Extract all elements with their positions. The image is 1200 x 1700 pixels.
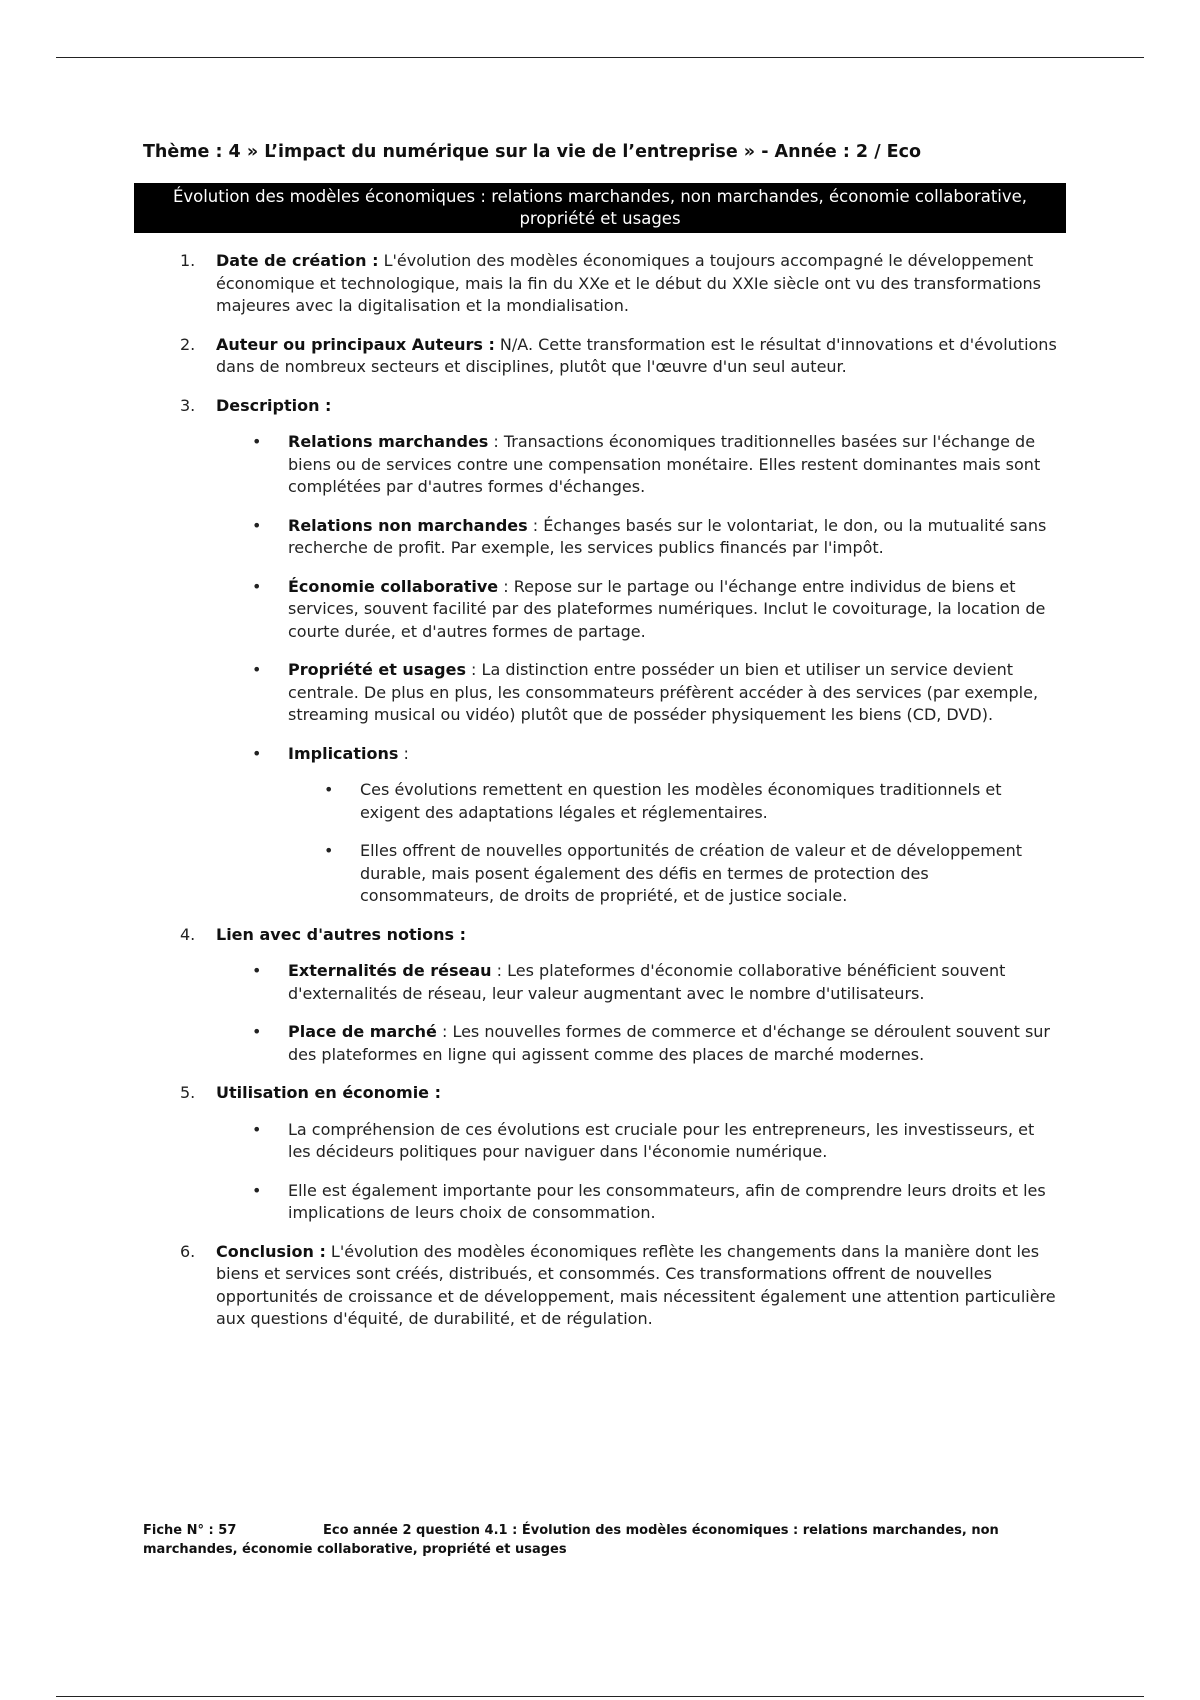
bullet-text: : Les plateformes d'économie collaborative bénéficient souvent d'externalités de réseau, leur valeur augmentant avec le nombre d'utilisateurs.	[288, 961, 1006, 1003]
bullet-term: Relations non marchandes	[288, 515, 528, 535]
list-item	[252, 515, 1060, 560]
section-1	[180, 250, 1060, 318]
section-2	[180, 334, 1060, 379]
bullet-term: Économie collaborative	[288, 576, 499, 596]
bullet-term: Place de marché	[288, 1022, 437, 1041]
section-title: Auteur ou principaux Auteurs :	[216, 334, 495, 354]
related-notions-list	[252, 960, 1060, 1066]
section-title: Description :	[216, 395, 332, 415]
implication-text: Ces évolutions remettent en question les modèles économiques traditionnels et exigent des adaptations légales et réglementaires.	[360, 780, 1002, 822]
implications-list	[324, 779, 1060, 908]
bullet-icon: •	[252, 1022, 262, 1041]
list-item	[252, 1180, 1060, 1225]
section-6	[180, 1241, 1060, 1331]
bullet-text: Elle est également importante pour les consommateurs, afin de comprendre leurs droits et les implications de leurs choix de consommation.	[288, 1180, 1046, 1222]
implication-text: Elles offrent de nouvelles opportunités de création de valeur et de développement durable, mais posent également des défis en termes de protection des consommateurs, de droits de propriété, et de justice sociale.	[360, 841, 1023, 905]
description-list	[252, 431, 1060, 908]
section-number: 6.	[180, 1241, 196, 1261]
list-item	[252, 743, 1060, 908]
section-number: 5.	[180, 1083, 196, 1102]
bullet-icon: •	[252, 1119, 262, 1139]
section-text: L'évolution des modèles économiques a toujours accompagné le développement économique et technologique, mais la fin du XXe et le début du XXIe siècle ont vu des transformations majeures avec la digitalisation et la mondialisation.	[216, 251, 1041, 315]
bullet-text: : Les nouvelles formes de commerce et d'échange se déroulent souvent sur des plateformes en ligne qui agissent comme des places de marché modernes.	[288, 1022, 1050, 1064]
bullet-icon: •	[252, 1180, 262, 1200]
bullet-icon: •	[252, 743, 262, 763]
section-title: Conclusion :	[216, 1241, 326, 1261]
bullet-text: : Échanges basés sur le volontariat, le don, ou la mutualité sans recherche de profit. Par exemple, les services publics financés par l'impôt.	[288, 515, 1047, 557]
bottom-rule	[56, 1696, 1144, 1697]
title-banner	[134, 183, 1066, 233]
bullet-term: Implications	[288, 743, 399, 763]
section-title: Utilisation en économie :	[216, 1083, 441, 1102]
section-number: 1.	[180, 251, 196, 270]
section-number: 2.	[180, 334, 196, 354]
list-item	[252, 1119, 1060, 1164]
banner-text: Évolution des modèles économiques : relations marchandes, non marchandes, économie collaborative, propriété et usages	[172, 187, 1028, 228]
theme-heading: Thème : 4 » L’impact du numérique sur la vie de l’entreprise » - Année : 2 / Eco	[143, 142, 922, 162]
page-footer	[143, 1521, 1043, 1559]
bullet-icon: •	[252, 432, 262, 451]
bullet-text: : Repose sur le partage ou l'échange entre individus de biens et services, souvent facilité par des plateformes numériques. Inclut le covoiturage, la location de courte durée, et d'autres formes de partage.	[288, 576, 1046, 641]
bullet-text: : La distinction entre posséder un bien et utiliser un service devient centrale. De plus en plus, les consommateurs préfèrent accéder à des services (par exemple, streaming musical ou vidéo) plutôt que de posséder physiquement les biens (CD, DVD).	[288, 660, 1039, 724]
bullet-text: La compréhension de ces évolutions est cruciale pour les entrepreneurs, les investisseurs, et les décideurs politiques pour naviguer dans l'économie numérique.	[288, 1119, 1035, 1161]
top-rule	[56, 57, 1144, 58]
fiche-number: Fiche N° : 57	[143, 1523, 237, 1538]
section-text: N/A. Cette transformation est le résultat d'innovations et d'évolutions dans de nombreux secteurs et disciplines, plutôt que l'œuvre d'un seul auteur.	[216, 334, 1057, 376]
bullet-icon: •	[324, 841, 334, 860]
list-item	[252, 431, 1060, 499]
bullet-term: Relations marchandes	[288, 432, 489, 451]
bullet-text: : Transactions économiques traditionnelles basées sur l'échange de biens ou de services contre une compensation monétaire. Elles restent dominantes mais sont complétées par d'autres formes d'échanges.	[288, 432, 1041, 496]
section-5	[180, 1082, 1060, 1105]
bullet-icon: •	[252, 660, 262, 679]
list-item	[252, 576, 1060, 644]
section-number: 4.	[180, 924, 196, 944]
bullet-term: Propriété et usages	[288, 660, 466, 679]
section-title: Date de création :	[216, 251, 379, 270]
section-title: Lien avec d'autres notions :	[216, 924, 467, 944]
list-item	[252, 960, 1060, 1005]
bullet-icon: •	[252, 961, 262, 980]
section-4	[180, 924, 1060, 947]
bullet-icon: •	[324, 780, 334, 799]
document-body	[180, 250, 1060, 1347]
section-3	[180, 395, 1060, 418]
list-item	[324, 779, 1060, 824]
section-number: 3.	[180, 395, 196, 415]
bullet-icon: •	[252, 576, 262, 596]
list-item	[252, 659, 1060, 727]
footer-text: Eco année 2 question 4.1 : Évolution des modèles économiques : relations marchandes, non marchandes, économie collaborative, propriété et usages	[143, 1523, 999, 1557]
list-item	[252, 1021, 1060, 1066]
bullet-term: Externalités de réseau	[288, 961, 492, 980]
section-text: L'évolution des modèles économiques reflète les changements dans la manière dont les biens et services sont créés, distribués, et consommés. Ces transformations offrent de nouvelles opportunités de croissance et de développement, mais nécessitent également une attention particulière aux questions d'équité, de durabilité, et de régulation.	[216, 1241, 1056, 1328]
bullet-text: :	[398, 743, 409, 763]
bullet-icon: •	[252, 515, 262, 535]
usage-list	[252, 1119, 1060, 1225]
list-item	[324, 840, 1060, 908]
